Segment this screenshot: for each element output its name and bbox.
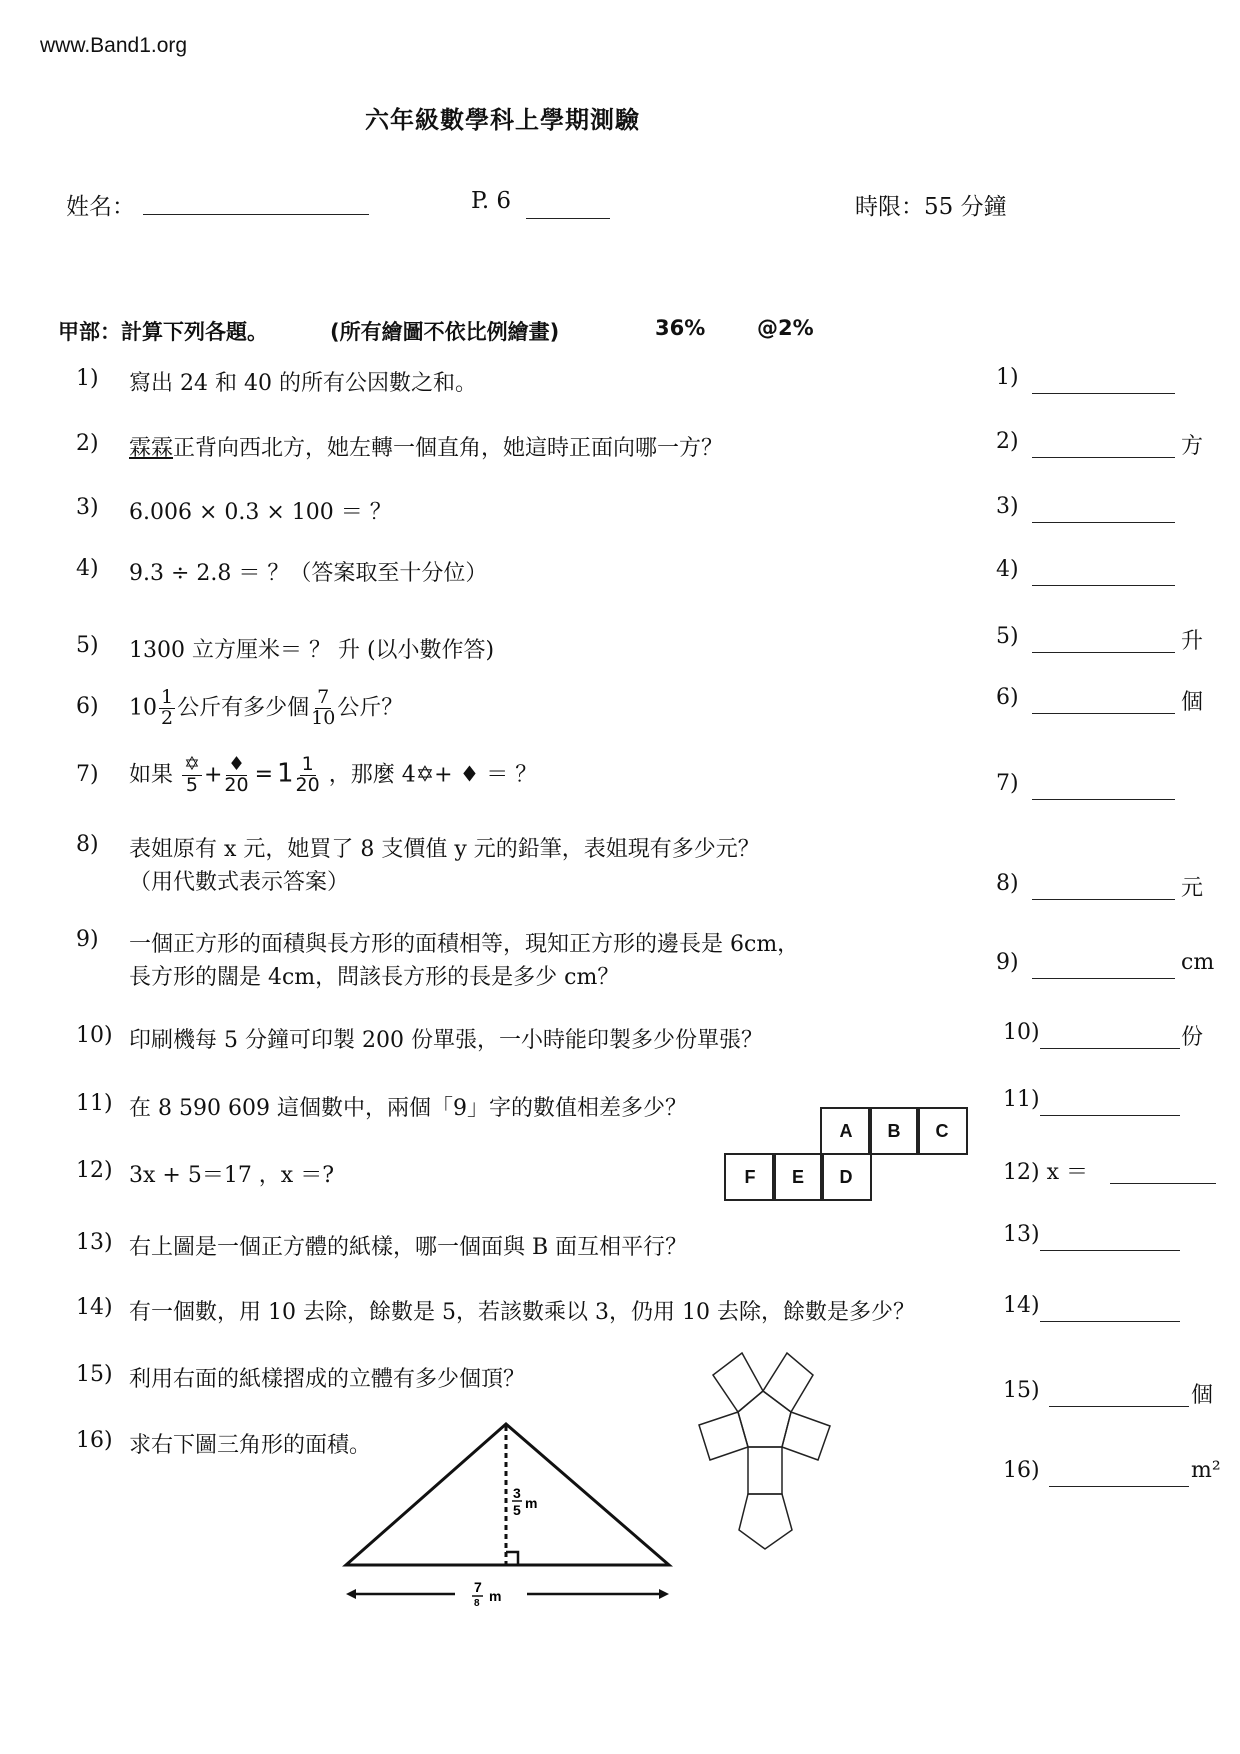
arrow-right-icon: [659, 1589, 669, 1599]
answer-label: 4): [996, 557, 1019, 582]
answer-label: 8): [996, 871, 1019, 896]
diamond-icon: ♦: [227, 753, 245, 775]
answer-label: 2): [996, 429, 1019, 454]
answer-label: 7): [996, 771, 1019, 796]
equals: =: [254, 762, 273, 788]
denominator: 10: [311, 706, 336, 729]
denominator: 20: [295, 773, 320, 796]
answer-unit: 方: [1181, 434, 1204, 459]
question-number: 15): [76, 1362, 113, 1387]
name-label: 姓名：: [66, 194, 135, 220]
class-label: P. 6: [471, 188, 512, 214]
base-numerator: 7: [474, 1579, 482, 1595]
text: 正背向西北方，她左轉一個直角，她這時正面向哪一方？: [173, 436, 724, 461]
whole-number: 10: [129, 695, 157, 721]
answer-unit: 元: [1181, 876, 1204, 901]
question-number: 13): [76, 1230, 113, 1255]
answer-label: 13): [1003, 1222, 1040, 1247]
time-limit: 時限：55 分鐘: [855, 194, 1007, 220]
face-b: B: [868, 1107, 920, 1155]
plus: +: [203, 762, 223, 788]
base-unit: m: [489, 1588, 502, 1604]
answer-unit: cm: [1181, 950, 1215, 975]
question-text: 6.006 × 0.3 × 100 ＝ ？: [129, 500, 392, 525]
section-note: (所有繪圖不依比例繪畫): [330, 320, 560, 344]
question-number: 1): [76, 366, 99, 391]
section-weight: 36%: [655, 316, 706, 340]
question-text: 印刷機每 5 分鐘可印製 200 份單張，一小時能印製多少份單張？: [129, 1028, 763, 1053]
numerator: 7: [317, 686, 330, 708]
answer-label: 6): [996, 685, 1019, 710]
question-text: 寫出 24 和 40 的所有公因數之和。: [129, 371, 477, 396]
question-text: 有一個數，用 10 去除，餘數是 5，若該數乘以 3，仍用 10 去除，餘數是多少？: [129, 1300, 915, 1325]
face-a: A: [820, 1107, 872, 1155]
question-text: 利用右面的紙樣摺成的立體有多少個頂？: [129, 1367, 526, 1392]
exam-title: 六年級數學科上學期測驗: [365, 106, 640, 134]
numerator: 1: [161, 686, 174, 708]
question-number: 11): [76, 1091, 113, 1116]
question-text: 1300 立方厘米＝ ？ 升 (以小數作答): [129, 638, 495, 663]
answer-label: 11): [1003, 1087, 1040, 1112]
question-number: 8): [76, 832, 99, 857]
text: 公斤有多少個: [177, 695, 310, 721]
section-each-weight: @2%: [757, 316, 814, 340]
question-number: 6): [76, 694, 99, 719]
question-text: 9.3 ÷ 2.8 ＝ ？（答案取至十分位）: [129, 561, 488, 586]
face-d: D: [820, 1153, 872, 1201]
question-text-line2: 長方形的闊是 4cm，問該長方形的長是多少 cm？: [129, 965, 620, 990]
numerator: 1: [301, 753, 314, 775]
triangle-figure: [346, 1424, 669, 1609]
question-number: 9): [76, 927, 99, 952]
arrow-left-icon: [346, 1589, 356, 1599]
height-unit: m: [525, 1495, 538, 1511]
denominator: 2: [161, 706, 174, 729]
pentagonal-prism-net: [699, 1353, 830, 1549]
question-number: 5): [76, 633, 99, 658]
answer-label: 16): [1003, 1458, 1040, 1483]
answer-label: 15): [1003, 1378, 1040, 1403]
question-text: 求右下圖三角形的面積。: [129, 1433, 372, 1458]
text: 如果: [129, 762, 174, 788]
text: 公斤？: [337, 695, 404, 721]
answer-label: 1): [996, 365, 1019, 390]
answer-label: 5): [996, 624, 1019, 649]
question-text-line1: 表姐原有 x 元，她買了 8 支價值 y 元的鉛筆，表姐現有多少元？: [129, 837, 760, 862]
denominator: 20: [224, 773, 249, 796]
question-number: 14): [76, 1295, 113, 1320]
base-denominator: 8: [474, 1598, 480, 1609]
question-number: 10): [76, 1023, 113, 1048]
denominator: 5: [185, 773, 199, 796]
answer-label: 3): [996, 494, 1019, 519]
answer-unit: m²: [1191, 1458, 1221, 1483]
question-number: 12): [76, 1158, 113, 1183]
face-c: C: [916, 1107, 968, 1155]
watermark-url: www.Band1.org: [40, 34, 188, 57]
answer-unit: 個: [1191, 1383, 1214, 1408]
answer-unit: 個: [1181, 690, 1204, 715]
right-angle-mark: [506, 1552, 518, 1565]
height-numerator: 3: [513, 1485, 521, 1501]
text: ，那麼 4✡+ ♦ ＝ ？: [328, 762, 538, 788]
answer-label: 14): [1003, 1293, 1040, 1318]
person-name: 霖霖: [129, 436, 174, 461]
face-e: E: [772, 1153, 824, 1201]
question-text-line2: （用代數式表示答案）: [129, 870, 350, 895]
question-number: 3): [76, 495, 99, 520]
question-number: 16): [76, 1428, 113, 1453]
section-title: 甲部：計算下列各題。: [58, 320, 268, 344]
answer-unit: 份: [1181, 1025, 1204, 1050]
question-text: 在 8 590 609 這個數中，兩個「9」字的數值相差多少？: [129, 1096, 687, 1121]
question-text: 3x + 5＝17 ，x ＝?: [129, 1163, 335, 1188]
face-f: F: [724, 1153, 776, 1201]
star-icon: ✡: [184, 753, 200, 775]
question-number: 7): [76, 762, 99, 787]
height-denominator: 5: [513, 1502, 521, 1518]
answer-label: 10): [1003, 1020, 1040, 1045]
question-text-line1: 一個正方形的面積與長方形的面積相等，現知正方形的邊長是 6cm，: [129, 932, 800, 957]
whole-number: 1: [277, 758, 294, 789]
answer-label: 12) x ＝: [1003, 1160, 1088, 1185]
question-text: 右上圖是一個正方體的紙樣，哪一個面與 B 面互相平行？: [129, 1235, 688, 1260]
question-number: 4): [76, 556, 99, 581]
answer-label: 9): [996, 950, 1019, 975]
question-number: 2): [76, 431, 99, 456]
answer-unit: 升: [1181, 629, 1204, 654]
